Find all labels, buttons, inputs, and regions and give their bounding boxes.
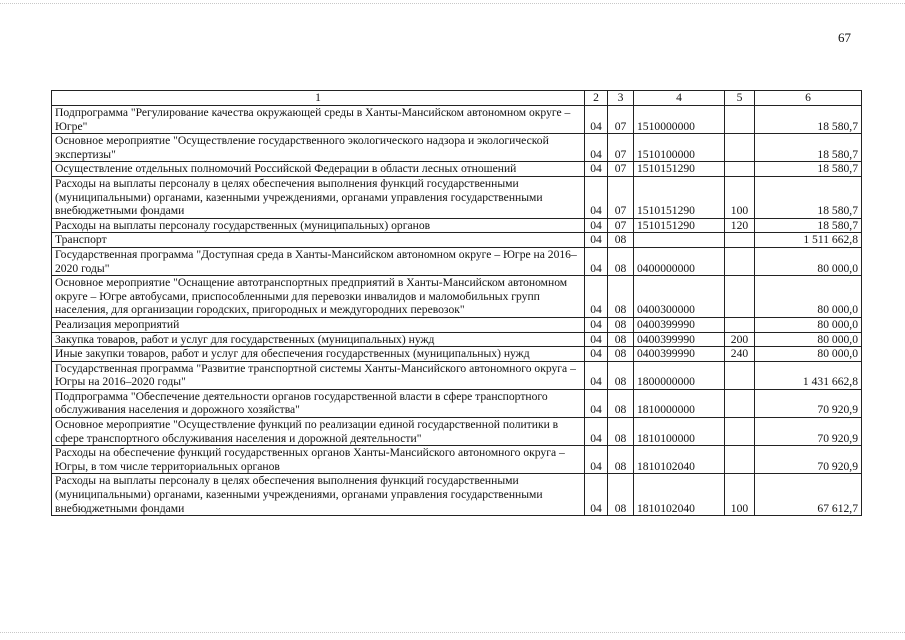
row-section: 04 (585, 347, 608, 362)
row-expense-type (725, 162, 755, 177)
row-target-code: 0400399990 (634, 347, 725, 362)
row-name: Подпрограмма "Обеспечение деятельности органов государственной власти в сфере транспортного обслуживания населения и дорожного хозяйства" (52, 389, 585, 417)
row-target-code: 1510000000 (634, 106, 725, 134)
table-row (52, 332, 862, 347)
row-expense-type (725, 247, 755, 275)
row-target-code: 1510151290 (634, 162, 725, 177)
row-section: 04 (585, 361, 608, 389)
row-amount: 70 920,9 (755, 418, 862, 446)
row-subsection: 08 (608, 446, 634, 474)
table-row (52, 233, 862, 248)
row-name: Основное мероприятие "Оснащение автотранспортных предприятий в Ханты-Мансийском автономном округе – Югре автобусами, приспособленными для перевозки инвалидов и маломобильных групп населения, для организации городских, пригородных и междугородних перевозок" (52, 276, 585, 318)
row-amount: 80 000,0 (755, 276, 862, 318)
row-subsection: 07 (608, 162, 634, 177)
row-amount: 18 580,7 (755, 134, 862, 162)
row-amount: 80 000,0 (755, 247, 862, 275)
row-subsection: 07 (608, 106, 634, 134)
table-row (52, 218, 862, 233)
row-subsection: 08 (608, 347, 634, 362)
row-amount: 70 920,9 (755, 446, 862, 474)
row-amount: 80 000,0 (755, 332, 862, 347)
row-section: 04 (585, 233, 608, 248)
table-row (52, 361, 862, 389)
table-row (52, 317, 862, 332)
row-section: 04 (585, 474, 608, 516)
scan-edge-bottom (0, 632, 905, 634)
row-section: 04 (585, 317, 608, 332)
row-subsection: 07 (608, 176, 634, 218)
row-amount: 18 580,7 (755, 162, 862, 177)
row-section: 04 (585, 276, 608, 318)
row-name: Транспорт (52, 233, 585, 248)
row-target-code: 0400399990 (634, 317, 725, 332)
row-expense-type (725, 317, 755, 332)
row-name: Подпрограмма "Регулирование качества окружающей среды в Ханты-Мансийском автономном округе – Югре" (52, 106, 585, 134)
header-cell-1: 1 (52, 91, 585, 106)
row-expense-type (725, 134, 755, 162)
row-name: Основное мероприятие "Осуществление государственного экологического надзора и экологической экспертизы" (52, 134, 585, 162)
row-target-code: 1510151290 (634, 218, 725, 233)
row-section: 04 (585, 218, 608, 233)
table-row (52, 418, 862, 446)
row-expense-type (725, 361, 755, 389)
row-section: 04 (585, 106, 608, 134)
row-name: Иные закупки товаров, работ и услуг для обеспечения государственных (муниципальных) нужд (52, 347, 585, 362)
table-row (52, 176, 862, 218)
row-subsection: 08 (608, 233, 634, 248)
row-name: Расходы на обеспечение функций государственных органов Ханты-Мансийского автономного округа – Югры, в том числе территориальных органов (52, 446, 585, 474)
row-target-code: 0400000000 (634, 247, 725, 275)
table-row (52, 162, 862, 177)
row-subsection: 07 (608, 218, 634, 233)
header-cell-2: 2 (585, 91, 608, 106)
row-name: Государственная программа "Доступная среда в Ханты-Мансийском автономном округе – Югре на 2016–2020 годы" (52, 247, 585, 275)
row-section: 04 (585, 332, 608, 347)
row-amount: 18 580,7 (755, 176, 862, 218)
header-cell-5: 5 (725, 91, 755, 106)
row-name: Осуществление отдельных полномочий Российской Федерации в области лесных отношений (52, 162, 585, 177)
row-target-code: 1810000000 (634, 389, 725, 417)
row-amount: 67 612,7 (755, 474, 862, 516)
row-expense-type: 200 (725, 332, 755, 347)
row-subsection: 08 (608, 247, 634, 275)
budget-table (51, 90, 862, 516)
row-name: Закупка товаров, работ и услуг для государственных (муниципальных) нужд (52, 332, 585, 347)
row-section: 04 (585, 176, 608, 218)
row-amount: 18 580,7 (755, 106, 862, 134)
row-section: 04 (585, 446, 608, 474)
row-amount: 1 431 662,8 (755, 361, 862, 389)
header-cell-4: 4 (634, 91, 725, 106)
row-name: Расходы на выплаты персоналу в целях обеспечения выполнения функций государственными (муниципальными) органами, казенными учреждениями, органами управления государственными внебюджетными фондами (52, 176, 585, 218)
table-row (52, 446, 862, 474)
row-expense-type: 240 (725, 347, 755, 362)
row-expense-type (725, 106, 755, 134)
scan-edge-top (0, 3, 905, 5)
row-subsection: 08 (608, 276, 634, 318)
row-expense-type (725, 276, 755, 318)
row-target-code: 1800000000 (634, 361, 725, 389)
row-target-code: 1510151290 (634, 176, 725, 218)
row-target-code: 1810100000 (634, 418, 725, 446)
row-subsection: 08 (608, 389, 634, 417)
row-expense-type (725, 389, 755, 417)
row-expense-type: 120 (725, 218, 755, 233)
row-amount: 80 000,0 (755, 317, 862, 332)
header-row (52, 91, 862, 106)
row-name: Расходы на выплаты персоналу государственных (муниципальных) органов (52, 218, 585, 233)
row-subsection: 08 (608, 317, 634, 332)
row-name: Расходы на выплаты персоналу в целях обеспечения выполнения функций государственными (муниципальными) органами, казенными учреждениями, органами управления государственными внебюджетными фондами (52, 474, 585, 516)
table-row (52, 247, 862, 275)
row-target-code: 0400300000 (634, 276, 725, 318)
table-row (52, 134, 862, 162)
row-subsection: 08 (608, 361, 634, 389)
page-number: 67 (838, 30, 851, 45)
row-section: 04 (585, 247, 608, 275)
table-row (52, 347, 862, 362)
row-name: Государственная программа "Развитие транспортной системы Ханты-Мансийского автономного округа – Югры на 2016–2020 годы" (52, 361, 585, 389)
header-cell-3: 3 (608, 91, 634, 106)
table-row (52, 106, 862, 134)
row-expense-type (725, 418, 755, 446)
row-section: 04 (585, 134, 608, 162)
row-target-code: 1810102040 (634, 446, 725, 474)
table-row (52, 276, 862, 318)
table-row (52, 474, 862, 516)
row-name: Основное мероприятие "Осуществление функций по реализации единой государственной политики в сфере транспортного обслуживания населения и дорожной деятельности" (52, 418, 585, 446)
row-target-code (634, 233, 725, 248)
row-target-code: 1510100000 (634, 134, 725, 162)
row-subsection: 08 (608, 474, 634, 516)
row-subsection: 08 (608, 332, 634, 347)
row-subsection: 07 (608, 134, 634, 162)
row-expense-type (725, 233, 755, 248)
row-expense-type: 100 (725, 176, 755, 218)
row-section: 04 (585, 162, 608, 177)
row-section: 04 (585, 418, 608, 446)
row-target-code: 0400399990 (634, 332, 725, 347)
row-amount: 1 511 662,8 (755, 233, 862, 248)
row-name: Реализация мероприятий (52, 317, 585, 332)
row-target-code: 1810102040 (634, 474, 725, 516)
row-amount: 18 580,7 (755, 218, 862, 233)
header-cell-6: 6 (755, 91, 862, 106)
row-expense-type: 100 (725, 474, 755, 516)
row-amount: 70 920,9 (755, 389, 862, 417)
row-subsection: 08 (608, 418, 634, 446)
table-row (52, 389, 862, 417)
row-expense-type (725, 446, 755, 474)
row-amount: 80 000,0 (755, 347, 862, 362)
row-section: 04 (585, 389, 608, 417)
